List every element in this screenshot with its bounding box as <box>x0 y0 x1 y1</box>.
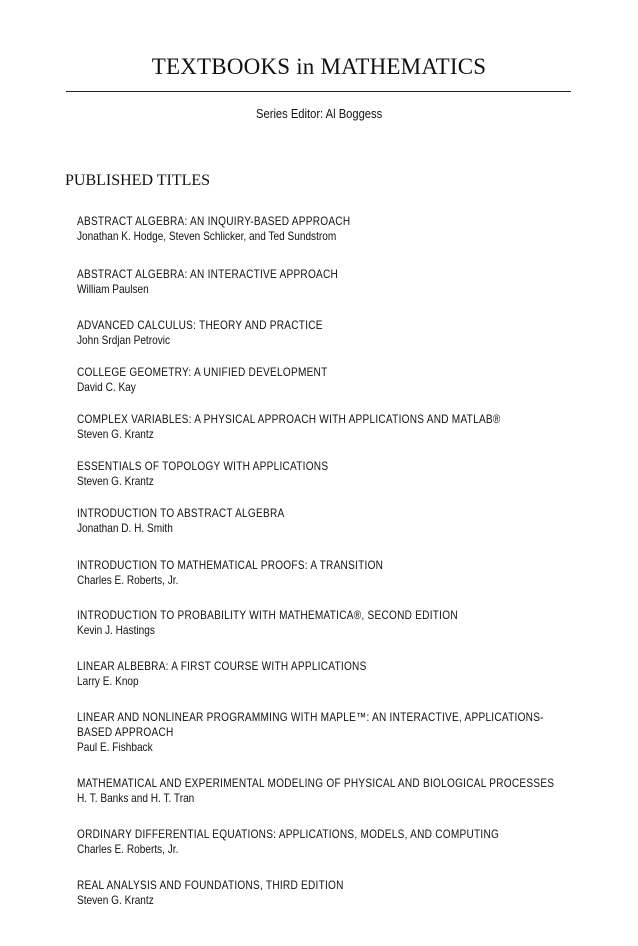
book-title: LINEAR ALBEBRA: A FIRST COURSE WITH APPLICATIONS <box>77 659 367 673</box>
book-author: Steven G. Krantz <box>77 893 154 907</box>
book-author: Steven G. Krantz <box>77 474 154 488</box>
book-author: Steven G. Krantz <box>77 427 154 441</box>
list-item <box>77 506 577 536</box>
list-item <box>77 659 577 689</box>
list-item <box>77 365 577 395</box>
book-author: Jonathan K. Hodge, Steven Schlicker, and Ted Sundstrom <box>77 229 337 243</box>
book-author: Charles E. Roberts, Jr. <box>77 573 179 587</box>
book-title: ORDINARY DIFFERENTIAL EQUATIONS: APPLICATIONS, MODELS, AND COMPUTING <box>77 827 500 841</box>
section-heading: PUBLISHED TITLES <box>65 172 211 189</box>
book-author: David C. Kay <box>77 380 136 394</box>
header-rule <box>66 91 571 92</box>
book-title: ADVANCED CALCULUS: THEORY AND PRACTICE <box>77 318 323 332</box>
book-author: Larry E. Knop <box>77 674 139 688</box>
list-item <box>77 558 577 588</box>
book-author: Charles E. Roberts, Jr. <box>77 842 179 856</box>
book-author: Paul E. Fishback <box>77 740 153 754</box>
series-title: TEXTBOOKS in MATHEMATICS <box>151 54 487 79</box>
list-item <box>77 878 577 908</box>
book-title: INTRODUCTION TO PROBABILITY WITH MATHEMATICA®, SECOND EDITION <box>77 608 458 622</box>
book-author: Jonathan D. H. Smith <box>77 521 173 535</box>
series-editor: Series Editor: Al Boggess <box>256 106 383 121</box>
list-item <box>77 267 577 297</box>
list-item <box>77 776 577 806</box>
list-item <box>77 608 577 638</box>
book-author: William Paulsen <box>77 282 149 296</box>
book-title: MATHEMATICAL AND EXPERIMENTAL MODELING OF PHYSICAL AND BIOLOGICAL PROCESSES <box>77 776 555 790</box>
book-title: ESSENTIALS OF TOPOLOGY WITH APPLICATIONS <box>77 459 329 473</box>
book-author: John Srdjan Petrovic <box>77 333 171 347</box>
book-title: INTRODUCTION TO ABSTRACT ALGEBRA <box>77 506 285 520</box>
book-author: H. T. Banks and H. T. Tran <box>77 791 195 805</box>
list-item <box>77 827 577 857</box>
book-author: Kevin J. Hastings <box>77 623 155 637</box>
list-item <box>77 412 577 442</box>
book-title: REAL ANALYSIS AND FOUNDATIONS, THIRD EDITION <box>77 878 344 892</box>
book-title: COMPLEX VARIABLES: A PHYSICAL APPROACH WITH APPLICATIONS AND MATLAB® <box>77 412 501 426</box>
book-title: INTRODUCTION TO MATHEMATICAL PROOFS: A TRANSITION <box>77 558 384 572</box>
book-title: ABSTRACT ALGEBRA: AN INQUIRY-BASED APPROACH <box>77 214 351 228</box>
book-title: COLLEGE GEOMETRY: A UNIFIED DEVELOPMENT <box>77 365 328 379</box>
list-item <box>77 459 577 489</box>
list-item <box>77 214 577 244</box>
book-title: ABSTRACT ALGEBRA: AN INTERACTIVE APPROACH <box>77 267 339 281</box>
list-item <box>77 318 577 348</box>
list-item <box>77 710 577 755</box>
book-title: LINEAR AND NONLINEAR PROGRAMMING WITH MAPLE™: AN INTERACTIVE, APPLICATIONS-BASED APPROACH <box>77 710 544 739</box>
